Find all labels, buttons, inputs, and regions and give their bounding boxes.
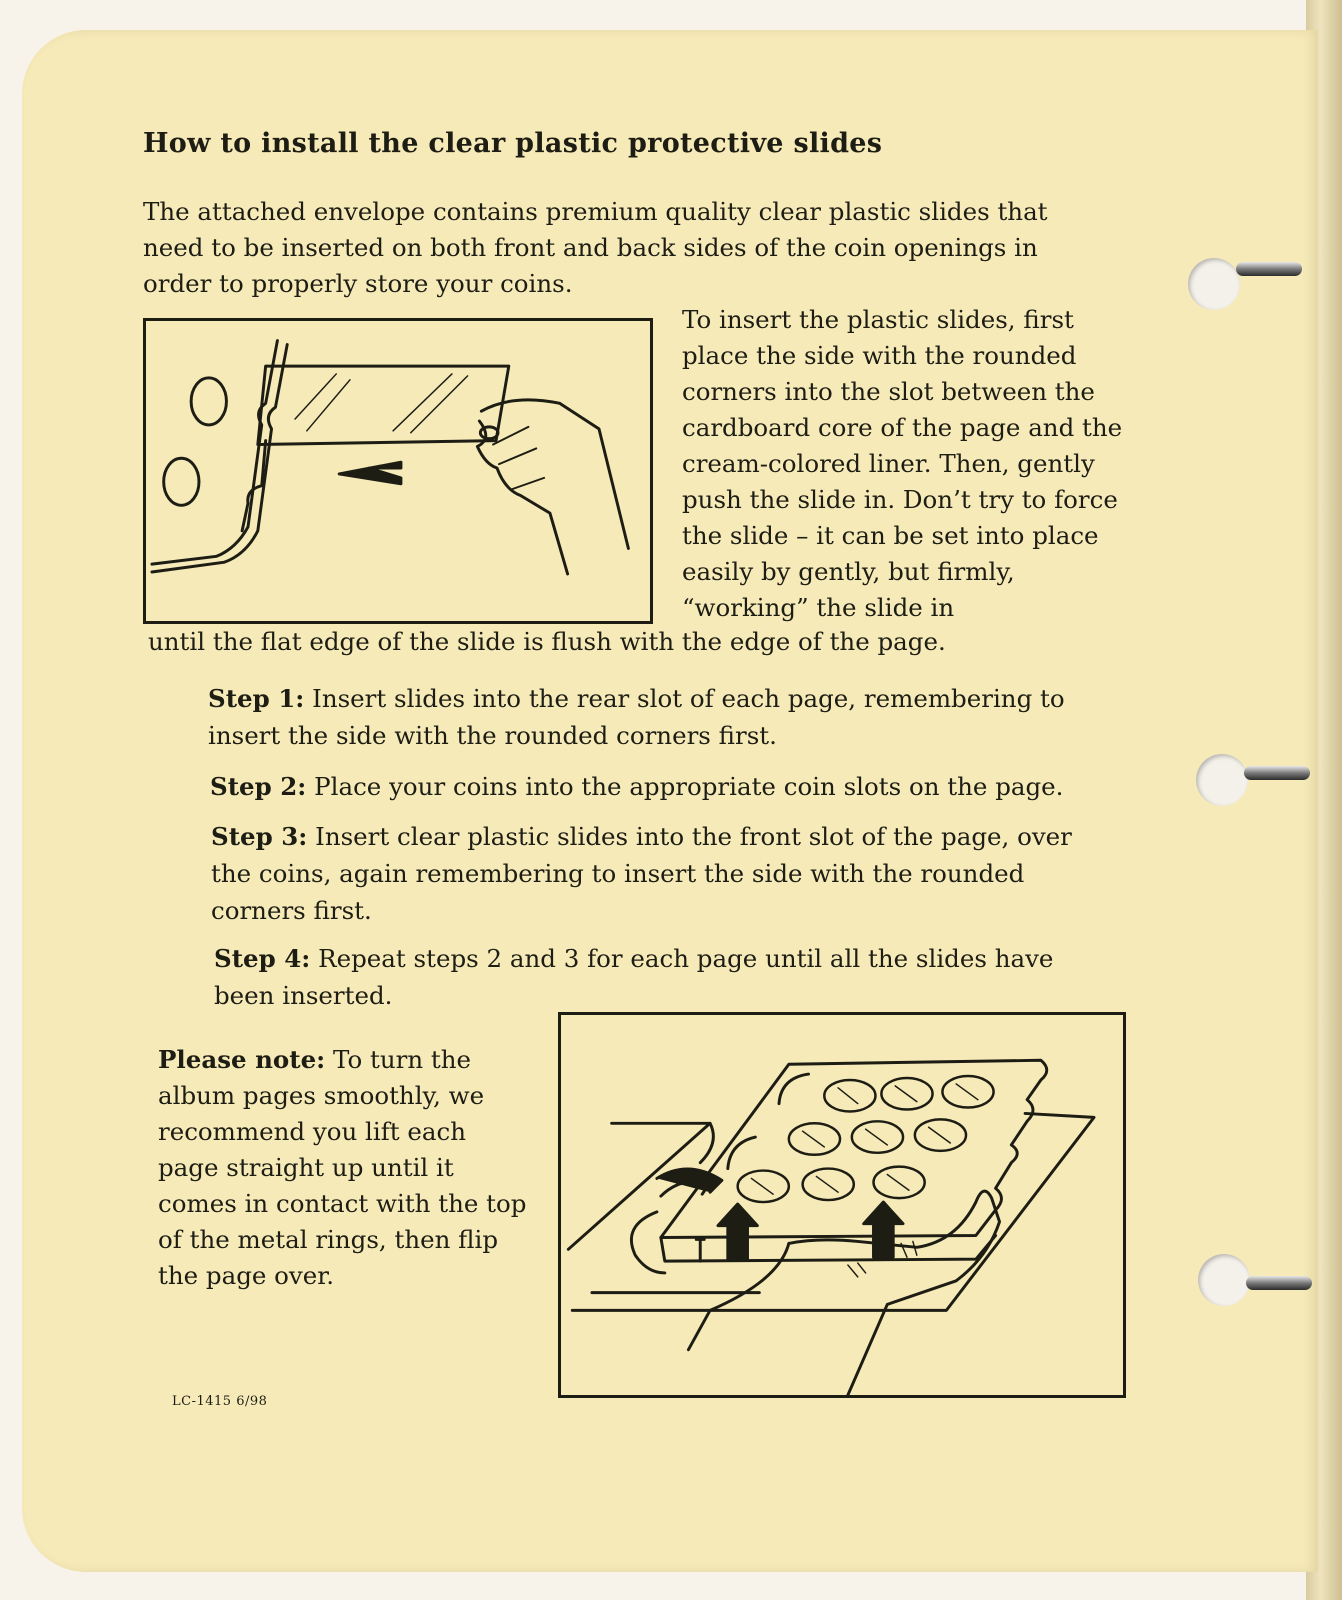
insertion-instructions-continued: until the flat edge of the slide is flush with the edge of the page. xyxy=(148,627,946,656)
page-turning-illustration xyxy=(558,1012,1126,1398)
coin-opening-shape xyxy=(164,458,199,505)
step-3 xyxy=(211,818,1111,929)
note-label: Please note: xyxy=(158,1045,326,1074)
binder-ring xyxy=(1236,262,1302,276)
coin-slots xyxy=(738,1076,994,1202)
step-1 xyxy=(208,680,1108,754)
binder-hole xyxy=(1198,1254,1250,1306)
insertion-instructions: To insert the plastic slides, first place the side with the rounded corners into the slot between the cardboard core of the page and the cream-colored liner. Then, gently push the slide in. Don’t try to force the slide – it can be set into place easily by gently, but firmly, “working” the slide in xyxy=(682,305,1123,622)
page-title: How to install the clear plastic protective slides xyxy=(143,128,883,159)
binder-ring xyxy=(1244,766,1310,780)
page-code: LC-1415 6/98 xyxy=(172,1394,268,1409)
coin-opening-shape xyxy=(191,378,226,425)
step-label: Step 2: xyxy=(210,772,307,801)
step-text: Insert slides into the rear slot of each page, remembering to insert the side with the rounded corners first. xyxy=(208,684,1065,750)
binder-hole xyxy=(1188,258,1240,310)
step-text: Insert clear plastic slides into the front slot of the page, over the coins, again remembering to insert the side with the rounded corners first. xyxy=(211,822,1072,925)
intro-paragraph: The attached envelope contains premium quality clear plastic slides that need to be inserted on both front and back sides of the coin openings in order to properly store your coins. xyxy=(143,197,1048,298)
step-4 xyxy=(214,940,1114,1014)
step-text: Place your coins into the appropriate coin slots on the page. xyxy=(314,772,1064,801)
binder-ring xyxy=(1246,1276,1312,1290)
step-label: Step 3: xyxy=(211,822,308,851)
slide-insertion-illustration xyxy=(143,318,653,624)
step-2 xyxy=(210,768,1110,805)
step-text: Repeat steps 2 and 3 for each page until all the slides have been inserted. xyxy=(214,944,1054,1010)
step-label: Step 1: xyxy=(208,684,305,713)
step-label: Step 4: xyxy=(214,944,311,973)
please-note xyxy=(158,1042,528,1294)
note-text: To turn the album pages smoothly, we recommend you lift each page straight up until it comes in contact with the top of the metal rings, then flip the page over. xyxy=(158,1045,527,1290)
binder-hole xyxy=(1196,754,1248,806)
